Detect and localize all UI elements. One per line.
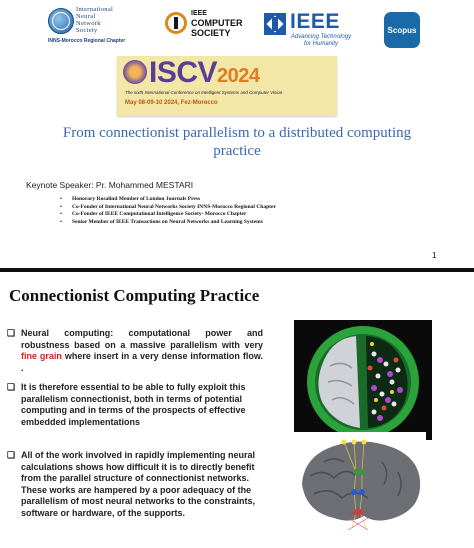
content-slide	[0, 272, 474, 548]
checkbox-bullet-icon: ❏	[7, 328, 16, 338]
iscv-emblem-icon	[123, 60, 147, 84]
ieee-cs-line3: SOCIETY	[191, 28, 231, 38]
banner-subtitle: The sixth International Conference on Intelligent Systems and Computer Vision	[125, 90, 283, 95]
bullet-icon: •	[60, 211, 62, 217]
checkbox-bullet-icon: ❏	[7, 382, 16, 392]
ieee-computer-society-logo	[165, 8, 245, 44]
inns-logo	[48, 6, 148, 48]
banner-date: May 08-09-10 2024, Fez-Morocco	[125, 100, 218, 106]
credential-text: Co-Fonder of International Neural Networks Society INNS-Morocco Regional Chapter	[72, 203, 276, 210]
banner-title-text: ISCV	[149, 56, 218, 89]
bullet-icon: •	[60, 196, 62, 202]
speaker-credentials	[60, 196, 276, 226]
credential-text: Senior Member of IEEE Transactions on Neural Networks and Learning Systems	[72, 218, 263, 225]
brain-network-illustration	[294, 432, 426, 530]
p3-text: All of the work involved in rapidly implementing neural calculations shows how difficult it is to directly benefit from the parallel structure of connectionist networks. These works are hampered by a poor adequacy of the parallelism of most neural networks to the constraints, software or hardware, of the supports.	[21, 450, 256, 518]
credential-item	[60, 196, 276, 204]
title-slide	[0, 0, 474, 268]
p2-text: It is therefore essential to be able to fully exploit this parallelism connectionist, both in terms of potential computing and in terms of the prospects of effective embedded implementations	[21, 382, 246, 427]
paragraph-neural-computing	[7, 328, 263, 374]
ieee-diamond-icon	[264, 13, 286, 35]
globe-icon	[48, 8, 74, 34]
ieee-tagline: Advancing Technology for Humanity	[290, 34, 352, 47]
ieee-cs-line1: IEEE	[191, 10, 207, 17]
p1-highlight: fine grain	[21, 351, 62, 361]
paragraph-exploit-parallelism	[7, 382, 263, 428]
talk-title: From connectionist parallelism to a distributed computing practice	[62, 125, 412, 159]
page-number: 1	[432, 251, 437, 260]
credential-item	[60, 204, 276, 212]
p1-text-a: Neural computing: computational power and robustness based on a massive parallelism with very	[21, 328, 263, 350]
credential-text: Honorary Rosalind Member of London Journals Press	[72, 196, 201, 202]
p1-text-b: where insert in a very dense information flow. .	[21, 351, 263, 373]
ieee-logo	[262, 10, 354, 48]
bullet-icon: •	[60, 218, 62, 225]
credential-item	[60, 211, 276, 219]
ieee-wordmark: IEEE	[290, 10, 340, 33]
credential-item	[60, 219, 276, 227]
checkbox-bullet-icon: ❏	[7, 450, 16, 460]
ieee-cs-emblem-icon	[165, 12, 187, 34]
scopus-logo: Scopus	[384, 12, 420, 48]
inns-name: International Neural Network Society	[76, 6, 114, 34]
slide-title: Connectionist Computing Practice	[9, 286, 260, 305]
neural-brain-illustration	[294, 320, 432, 440]
inns-chapter: INNS-Morocco Regional Chapter	[48, 38, 126, 44]
keynote-speaker: Keynote Speaker: Pr. Mohammed MESTARI	[26, 180, 194, 190]
conference-banner	[117, 56, 337, 116]
ieee-cs-line2: COMPUTER	[191, 18, 243, 28]
credential-text: Co-Fonder of IEEE Computational Intelligence Society- Morocco Chapter	[72, 211, 247, 217]
banner-year: 2024	[217, 65, 260, 87]
bullet-icon: •	[60, 203, 62, 210]
paragraph-implementation-difficulty	[7, 450, 261, 519]
banner-title	[149, 56, 260, 90]
